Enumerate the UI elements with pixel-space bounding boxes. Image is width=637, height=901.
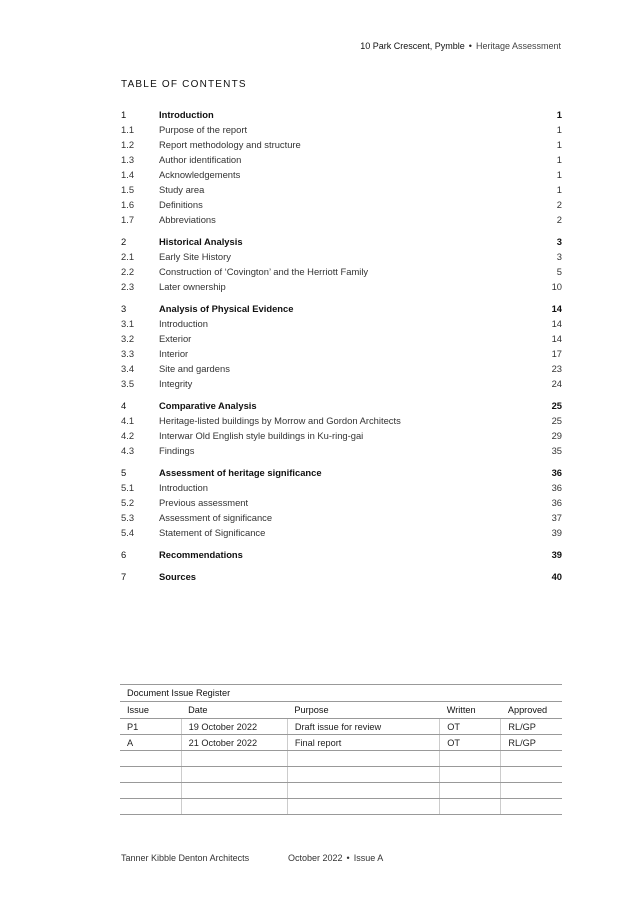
toc-item-number: 1.6	[121, 199, 135, 210]
header-doc-type: Heritage Assessment	[475, 41, 561, 51]
toc-item-number: 1.4	[121, 169, 135, 180]
register-empty-cell	[440, 783, 501, 799]
toc-section	[121, 234, 562, 294]
toc-item-title: Author identification	[159, 154, 242, 165]
toc-section-number: 2	[121, 236, 127, 247]
toc-item-number: 1.5	[121, 184, 135, 195]
toc-item-number: 2.3	[121, 281, 135, 292]
column-header-approved: Approved	[501, 702, 562, 719]
toc-item-row[interactable]	[121, 264, 562, 279]
register-empty-cell	[181, 751, 287, 767]
toc-section-page: 1	[556, 109, 562, 120]
toc-item-title: Purpose of the report	[159, 124, 248, 135]
toc-item-number: 3.2	[121, 333, 135, 344]
toc-item-row[interactable]	[121, 331, 562, 346]
register-empty-cell	[120, 783, 181, 799]
toc-item-page: 36	[551, 497, 562, 508]
page-header	[360, 41, 561, 51]
toc-item-row[interactable]	[121, 480, 562, 495]
toc-item-title: Abbreviations	[159, 214, 216, 225]
toc-item-row[interactable]	[121, 346, 562, 361]
toc-item-number: 2.2	[121, 266, 135, 277]
toc-item-page: 1	[556, 184, 562, 195]
toc-item-title: Exterior	[159, 333, 192, 344]
footer-separator: •	[346, 853, 350, 863]
register-table	[120, 702, 562, 815]
register-empty-cell	[120, 799, 181, 815]
toc-item-page: 5	[556, 266, 562, 277]
toc-item-row[interactable]	[121, 122, 562, 137]
toc-item-page: 23	[551, 363, 562, 374]
toc-item-row[interactable]	[121, 525, 562, 540]
toc-item-row[interactable]	[121, 316, 562, 331]
toc-item-row[interactable]	[121, 249, 562, 264]
toc-section-page: 39	[551, 549, 562, 560]
toc-item-title: Introduction	[159, 318, 208, 329]
toc-item-page: 17	[551, 348, 562, 359]
register-empty-row	[120, 751, 562, 767]
toc-item-title: Acknowledgements	[159, 169, 241, 180]
register-row	[120, 735, 562, 751]
toc-section-page: 14	[551, 303, 562, 314]
column-header-issue: Issue	[120, 702, 181, 719]
toc-heading: TABLE OF CONTENTS	[121, 79, 247, 90]
toc-item-number: 3.4	[121, 363, 135, 374]
toc-item-page: 14	[551, 333, 562, 344]
toc-item-number: 5.1	[121, 482, 135, 493]
register-empty-cell	[440, 799, 501, 815]
table-of-contents	[121, 107, 562, 591]
header-separator: •	[468, 41, 472, 51]
toc-item-row[interactable]	[121, 428, 562, 443]
register-empty-cell	[440, 767, 501, 783]
toc-section-page: 3	[556, 236, 562, 247]
toc-item-page: 1	[556, 154, 562, 165]
toc-item-number: 4.3	[121, 445, 135, 456]
footer-meta	[288, 853, 383, 863]
toc-section-page: 36	[551, 467, 562, 478]
toc-item-page: 35	[551, 445, 562, 456]
toc-item-number: 1.7	[121, 214, 135, 225]
toc-item-page: 36	[551, 482, 562, 493]
register-cell-issue: A	[120, 735, 181, 751]
toc-section-page: 25	[551, 400, 562, 411]
toc-item-number: 3.1	[121, 318, 135, 329]
toc-item-number: 1.2	[121, 139, 135, 150]
column-header-purpose: Purpose	[287, 702, 439, 719]
toc-item-title: Assessment of significance	[159, 512, 273, 523]
toc-section-row[interactable]	[121, 398, 562, 413]
toc-item-page: 1	[556, 169, 562, 180]
toc-item-title: Previous assessment	[159, 497, 249, 508]
toc-item-number: 5.2	[121, 497, 135, 508]
toc-section	[121, 569, 562, 584]
register-cell-date: 19 October 2022	[181, 719, 287, 735]
register-cell-written: OT	[440, 719, 501, 735]
header-address: 10 Park Crescent, Pymble	[360, 41, 465, 51]
register-empty-row	[120, 767, 562, 783]
toc-section	[121, 301, 562, 391]
toc-section-title: Comparative Analysis	[159, 400, 257, 411]
toc-item-title: Integrity	[159, 378, 193, 389]
toc-item-page: 24	[551, 378, 562, 389]
toc-item-number: 5.3	[121, 512, 135, 523]
toc-item-page: 29	[551, 430, 562, 441]
toc-item-page: 39	[551, 527, 562, 538]
toc-section-number: 7	[121, 571, 127, 582]
register-empty-cell	[440, 751, 501, 767]
toc-section-row[interactable]	[121, 107, 562, 122]
register-title: Document Issue Register	[120, 684, 562, 702]
toc-item-row[interactable]	[121, 510, 562, 525]
toc-section-title: Recommendations	[159, 549, 243, 560]
toc-section	[121, 107, 562, 227]
register-cell-purpose: Draft issue for review	[287, 719, 439, 735]
toc-item-row[interactable]	[121, 279, 562, 294]
footer-firm: Tanner Kibble Denton Architects	[121, 853, 250, 863]
toc-section-number: 3	[121, 303, 127, 314]
toc-item-row[interactable]	[121, 376, 562, 391]
toc-section-row[interactable]	[121, 301, 562, 316]
toc-item-number: 3.3	[121, 348, 135, 359]
toc-item-row[interactable]	[121, 443, 562, 458]
toc-section	[121, 398, 562, 458]
register-empty-cell	[287, 751, 439, 767]
document-issue-register	[120, 684, 562, 815]
toc-item-title: Later ownership	[159, 281, 226, 292]
toc-section-number: 6	[121, 549, 127, 560]
toc-item-number: 5.4	[121, 527, 135, 538]
register-empty-cell	[287, 783, 439, 799]
register-cell-issue: P1	[120, 719, 181, 735]
toc-item-row[interactable]	[121, 212, 562, 227]
toc-section-row[interactable]	[121, 465, 562, 480]
toc-item-number: 1.1	[121, 124, 135, 135]
register-empty-cell	[501, 767, 562, 783]
toc-section-page: 40	[551, 571, 562, 582]
register-empty-cell	[120, 767, 181, 783]
toc-item-row[interactable]	[121, 413, 562, 428]
toc-item-row[interactable]	[121, 167, 562, 182]
register-empty-cell	[501, 799, 562, 815]
toc-section-row[interactable]	[121, 234, 562, 249]
toc-item-title: Study area	[159, 184, 205, 195]
toc-item-page: 2	[556, 214, 562, 225]
register-empty-cell	[501, 751, 562, 767]
toc-section-number: 5	[121, 467, 127, 478]
toc-section-title: Assessment of heritage significance	[159, 467, 322, 478]
toc-section-title: Sources	[159, 571, 196, 582]
toc-item-row[interactable]	[121, 182, 562, 197]
register-empty-cell	[120, 751, 181, 767]
toc-item-page: 37	[551, 512, 562, 523]
toc-item-title: Findings	[159, 445, 195, 456]
toc-item-title: Introduction	[159, 482, 208, 493]
register-empty-cell	[181, 799, 287, 815]
toc-item-title: Interwar Old English style buildings in Ku-ring-gai	[159, 430, 364, 441]
toc-item-title: Definitions	[159, 199, 203, 210]
toc-item-title: Early Site History	[159, 251, 231, 262]
footer-date: October 2022	[288, 853, 343, 863]
register-cell-date: 21 October 2022	[181, 735, 287, 751]
register-empty-cell	[287, 799, 439, 815]
register-cell-written: OT	[440, 735, 501, 751]
toc-section-title: Introduction	[159, 109, 214, 120]
register-cell-approved: RL/GP	[501, 719, 562, 735]
register-empty-cell	[181, 767, 287, 783]
toc-item-row[interactable]	[121, 361, 562, 376]
toc-item-page: 25	[551, 415, 562, 426]
register-empty-cell	[181, 783, 287, 799]
register-row	[120, 719, 562, 735]
register-cell-approved: RL/GP	[501, 735, 562, 751]
toc-item-title: Interior	[159, 348, 189, 359]
toc-section-number: 1	[121, 109, 127, 120]
toc-section-row[interactable]	[121, 547, 562, 562]
toc-item-page: 3	[556, 251, 562, 262]
toc-item-page: 1	[556, 124, 562, 135]
column-header-written: Written	[440, 702, 501, 719]
toc-item-page: 10	[551, 281, 562, 292]
column-header-date: Date	[181, 702, 287, 719]
toc-section	[121, 465, 562, 540]
toc-item-number: 2.1	[121, 251, 135, 262]
toc-item-number: 4.2	[121, 430, 135, 441]
register-empty-cell	[501, 783, 562, 799]
toc-item-page: 1	[556, 139, 562, 150]
toc-item-number: 1.3	[121, 154, 135, 165]
toc-section	[121, 547, 562, 562]
register-header-row	[120, 702, 562, 719]
toc-item-row[interactable]	[121, 495, 562, 510]
toc-item-number: 3.5	[121, 378, 135, 389]
toc-section-title: Historical Analysis	[159, 236, 243, 247]
toc-item-title: Statement of Significance	[159, 527, 266, 538]
toc-item-title: Report methodology and structure	[159, 139, 301, 150]
toc-item-number: 4.1	[121, 415, 135, 426]
toc-item-title: Site and gardens	[159, 363, 230, 374]
register-empty-row	[120, 799, 562, 815]
toc-item-row[interactable]	[121, 197, 562, 212]
toc-item-page: 2	[556, 199, 562, 210]
toc-section-row[interactable]	[121, 569, 562, 584]
toc-item-row[interactable]	[121, 137, 562, 152]
register-cell-purpose: Final report	[287, 735, 439, 751]
footer-issue: Issue A	[353, 853, 384, 863]
register-empty-row	[120, 783, 562, 799]
toc-section-title: Analysis of Physical Evidence	[159, 303, 294, 314]
toc-item-title: Heritage-listed buildings by Morrow and Gordon Architects	[159, 415, 401, 426]
toc-section-number: 4	[121, 400, 127, 411]
toc-item-row[interactable]	[121, 152, 562, 167]
toc-item-title: Construction of ‘Covington’ and the Herriott Family	[159, 266, 369, 277]
register-empty-cell	[287, 767, 439, 783]
toc-item-page: 14	[551, 318, 562, 329]
